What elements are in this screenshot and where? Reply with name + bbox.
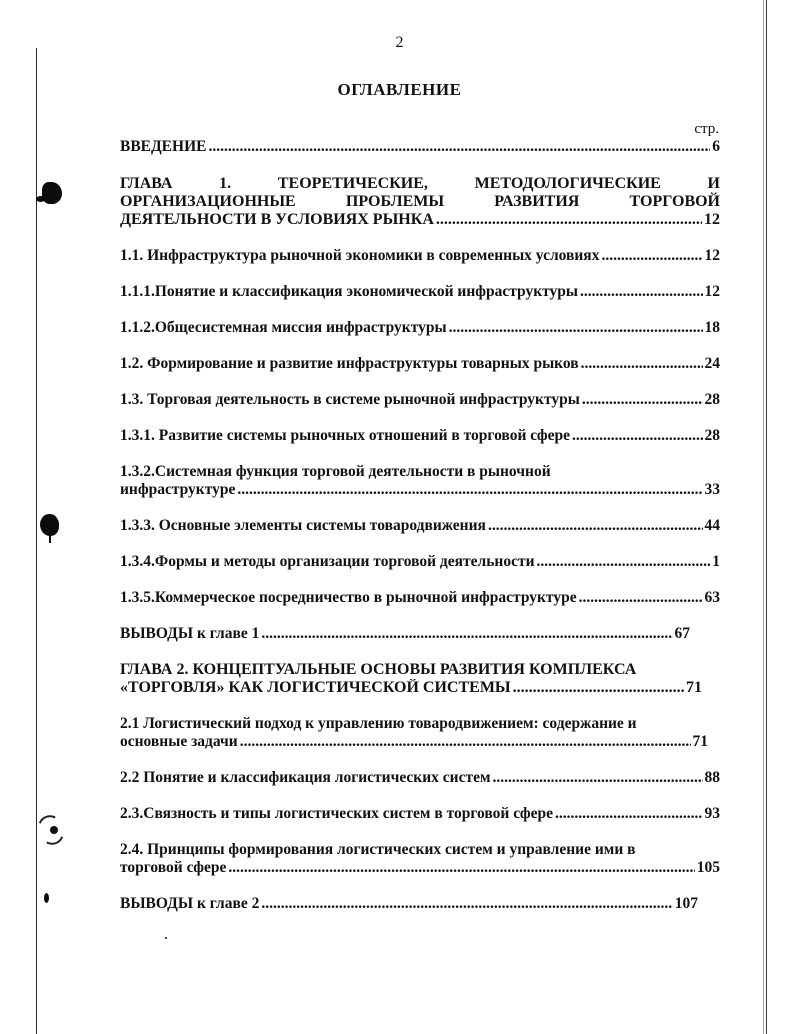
toc-entry-title: 1.1. Инфраструктура рыночной экономики в современных условиях	[120, 247, 600, 264]
toc-entry-title: ДЕЯТЕЛЬНОСТИ В УСЛОВИЯХ РЫНКА	[120, 211, 434, 228]
toc-entry-line: 1.3.2.Системная функция торговой деятельности в рыночной	[120, 463, 551, 480]
toc-entry-page: 93	[704, 805, 720, 822]
toc-entry-1-3-3[interactable]	[120, 517, 720, 535]
table-of-contents	[120, 138, 720, 913]
toc-entry-title: инфраструктуре	[120, 481, 236, 498]
toc-entry-page: 44	[704, 517, 720, 534]
toc-entry-2-1[interactable]	[120, 715, 720, 751]
toc-entry-title: 1.3.4.Формы и методы организации торговой деятельности	[120, 553, 535, 570]
toc-entry-page: 1	[712, 553, 720, 570]
toc-entry-page: 18	[704, 319, 720, 336]
toc-entry-page: 67	[674, 625, 690, 642]
toc-entry-1-3-1[interactable]	[120, 427, 720, 445]
toc-entry-1-1[interactable]	[120, 247, 720, 265]
toc-entry-title: 1.1.2.Общесистемная миссия инфраструктуры	[120, 319, 447, 336]
toc-entry-2-2[interactable]	[120, 769, 720, 787]
toc-entry-title: 1.3. Торговая деятельность в системе рыночной инфраструктуры	[120, 391, 580, 408]
toc-entry-page: 12	[704, 247, 720, 264]
toc-entry-line: ГЛАВА 1. ТЕОРЕТИЧЕСКИЕ, МЕТОДОЛОГИЧЕСКИЕ И	[120, 175, 720, 192]
toc-entry-page: 105	[696, 859, 720, 876]
toc-entry-line: 2.4. Принципы формирования логистических систем и управление ими в	[120, 841, 636, 858]
toc-entry-page: 24	[704, 355, 720, 372]
pages-column-label: стр.	[694, 121, 719, 137]
toc-entry-1-3[interactable]	[120, 391, 720, 409]
toc-entry-1-3-5[interactable]	[120, 589, 720, 607]
toc-entry-page: 63	[704, 589, 720, 606]
toc-entry-title: ВЫВОДЫ к главе 2	[120, 895, 260, 912]
toc-entry-title: 1.3.1. Развитие системы рыночных отношений в торговой сфере	[120, 427, 571, 444]
toc-entry-title: 1.3.3. Основные элементы системы товародвижения	[120, 517, 486, 534]
toc-entry-1-1-2[interactable]	[120, 319, 720, 337]
toc-entry-chapter-2[interactable]	[120, 661, 720, 697]
toc-entry-2-4[interactable]	[120, 841, 720, 877]
scan-edge-right-inner	[763, 0, 764, 1034]
page-number: 2	[395, 34, 404, 51]
ink-speck	[165, 937, 167, 939]
toc-entry-page: 71	[686, 679, 702, 696]
toc-entry-chapter-1[interactable]	[120, 175, 720, 229]
toc-entry-line: 2.1 Логистический подход к управлению товародвижением: содержание и	[120, 715, 637, 732]
toc-entry-page: 71	[692, 733, 708, 750]
toc-entry-page: 12	[704, 283, 720, 300]
ink-dot	[44, 893, 49, 903]
toc-entry-page: 28	[704, 391, 720, 408]
toc-entry-page: 28	[704, 427, 720, 444]
toc-entry-line: ГЛАВА 2. КОНЦЕПТУАЛЬНЫЕ ОСНОВЫ РАЗВИТИЯ КОМПЛЕКСА	[120, 661, 637, 678]
toc-entry-page: 33	[704, 481, 720, 498]
toc-entry-line: ОРГАНИЗАЦИОННЫЕ ПРОБЛЕМЫ РАЗВИТИЯ ТОРГОВОЙ	[120, 193, 720, 210]
toc-entry-title: основные задачи	[120, 733, 238, 750]
toc-entry-1-3-2[interactable]	[120, 463, 720, 499]
page-title: ОГЛАВЛЕНИЕ	[337, 80, 462, 99]
toc-entry-title: ВЫВОДЫ к главе 1	[120, 625, 260, 642]
toc-entry-title: 2.3.Связность и типы логистических систем в торговой сфере	[120, 805, 554, 822]
toc-entry-title: «ТОРГОВЛЯ» КАК ЛОГИСТИЧЕСКОЙ СИСТЕМЫ	[120, 679, 511, 696]
scan-mark	[50, 826, 58, 834]
toc-entry-page: 12	[704, 211, 720, 228]
toc-entry-title: 1.3.5.Коммерческое посредничество в рыночной инфраструктуре	[120, 589, 577, 606]
toc-entry-conclusions-1[interactable]	[120, 625, 720, 643]
toc-entry-page: 107	[674, 895, 698, 912]
toc-entry-title: ВВЕДЕНИЕ	[120, 138, 207, 155]
toc-entry-1-2[interactable]	[120, 355, 720, 373]
toc-entry-introduction[interactable]	[120, 138, 720, 156]
toc-entry-1-1-1[interactable]	[120, 283, 720, 301]
punch-hole-mark	[49, 533, 51, 543]
toc-entry-1-3-4[interactable]	[120, 553, 720, 571]
toc-entry-title: 2.2 Понятие и классификация логистических систем	[120, 769, 491, 786]
toc-entry-title: 1.1.1.Понятие и классификация экономической инфраструктуры	[120, 283, 579, 300]
ink-blot	[36, 196, 45, 202]
toc-entry-page: 6	[712, 138, 720, 155]
toc-entry-title: торговой сфере	[120, 859, 227, 876]
toc-entry-conclusions-2[interactable]	[120, 895, 720, 913]
toc-entry-title: 1.2. Формирование и развитие инфраструктуры товарных рыков	[120, 355, 579, 372]
toc-entry-page: 88	[704, 769, 720, 786]
toc-entry-2-3[interactable]	[120, 805, 720, 823]
scan-edge-right	[766, 0, 767, 1034]
ink-blot	[42, 182, 62, 204]
